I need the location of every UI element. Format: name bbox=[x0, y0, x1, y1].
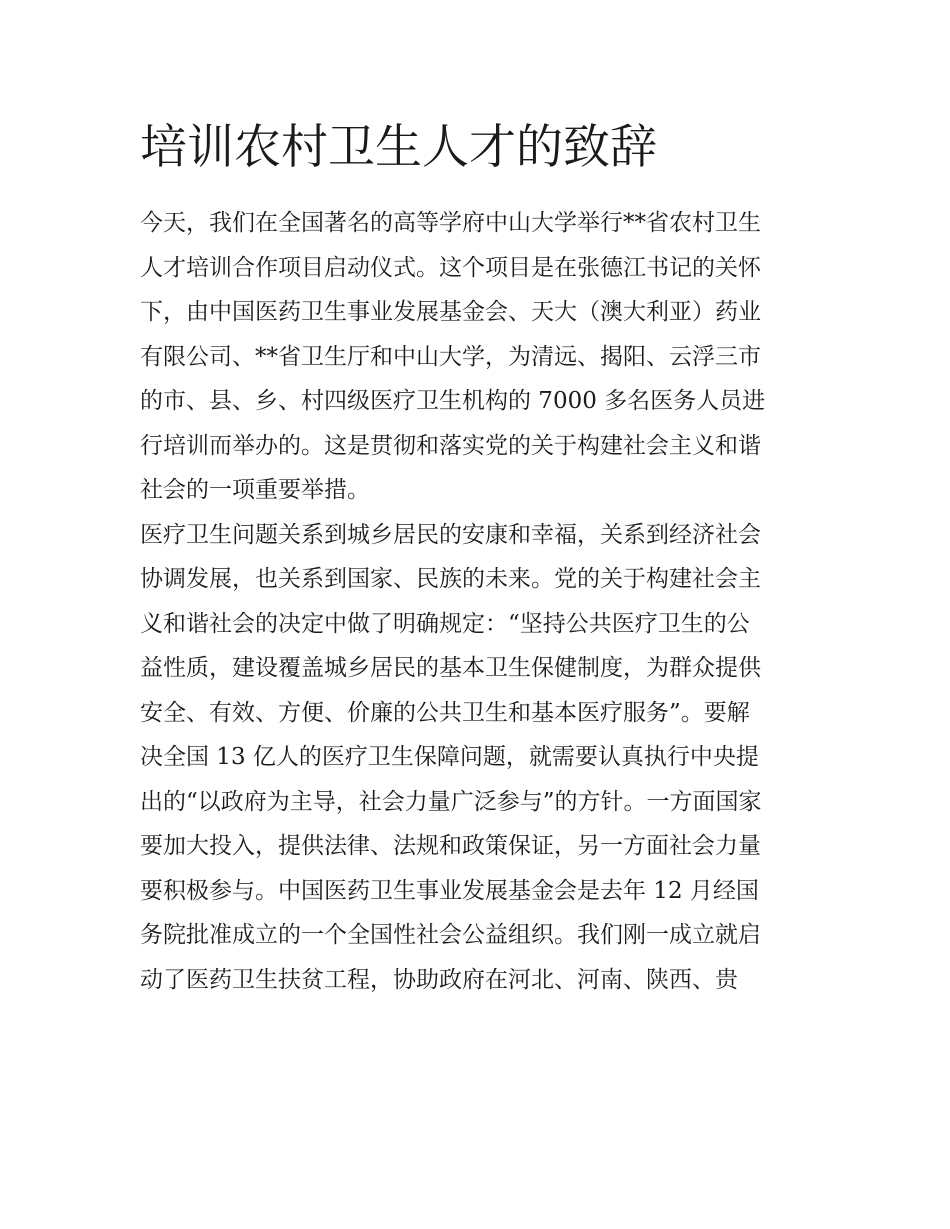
body-line: 务院批准成立的一个全国性社会公益组织。我们刚一成立就启 bbox=[140, 922, 761, 948]
body-line: 义和谐社会的决定中做了明确规定：“坚持公共医疗卫生的公 bbox=[140, 610, 750, 637]
body-line: 社会的一项重要举措。 bbox=[140, 477, 370, 503]
body-line: 行培训而举办的。这是贯彻和落实党的关于构建社会主义和谐 bbox=[140, 432, 761, 459]
body-line: 人才培训合作项目启动仪式。这个项目是在张德江书记的关怀 bbox=[140, 254, 761, 281]
body-line: 安全、有效、方便、价廉的公共卫生和基本医疗服务”。要解 bbox=[140, 699, 750, 726]
body-line: 下，由中国医药卫生事业发展基金会、天大（澳大利亚）药业 bbox=[140, 299, 761, 325]
document-body bbox=[140, 201, 815, 1002]
body-line: 的市、县、乡、村四级医疗卫生机构的 7000 多名医务人员进 bbox=[140, 388, 766, 414]
body-line: 要积极参与。中国医药卫生事业发展基金会是去年 12 月经国 bbox=[140, 877, 759, 904]
body-line: 决全国 13 亿人的医疗卫生保障问题，就需要认真执行中央提 bbox=[140, 744, 759, 770]
body-line: 有限公司、**省卫生厅和中山大学，为清远、揭阳、云浮三市 bbox=[140, 343, 761, 370]
body-line: 出的“以政府为主导，社会力量广泛参与”的方针。一方面国家 bbox=[140, 788, 762, 815]
body-line: 益性质，建设覆盖城乡居民的基本卫生保健制度，为群众提供 bbox=[140, 655, 761, 681]
body-line: 要加大投入，提供法律、法规和政策保证，另一方面社会力量 bbox=[140, 833, 761, 859]
body-line: 协调发展，也关系到国家、民族的未来。党的关于构建社会主 bbox=[140, 566, 761, 592]
body-line: 医疗卫生问题关系到城乡居民的安康和幸福，关系到经济社会 bbox=[140, 521, 761, 548]
document-title: 培训农村卫生人才的致辞 bbox=[140, 120, 657, 175]
body-line: 今天，我们在全国著名的高等学府中山大学举行**省农村卫生 bbox=[140, 210, 761, 236]
body-line: 动了医药卫生扶贫工程，协助政府在河北、河南、陕西、贵 bbox=[140, 966, 738, 993]
